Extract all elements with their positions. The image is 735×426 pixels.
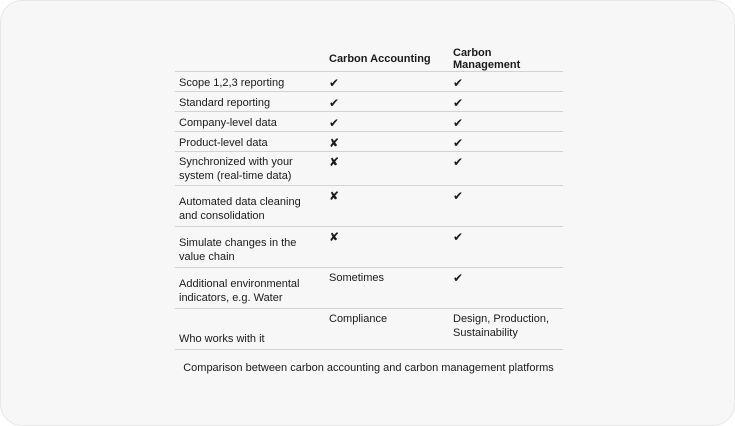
table-row [175,112,563,132]
management-cell: ✔ [449,132,563,152]
accounting-cell: Sometimes [325,268,449,309]
accounting-cell: ✘ [325,152,449,186]
accounting-cell: ✔ [325,92,449,112]
feature-cell: Additional environmental indicators, e.g. Water [175,268,325,309]
management-cell: ✔ [449,92,563,112]
header-feature [175,47,325,72]
comparison-table [175,47,563,350]
management-cell: ✔ [449,112,563,132]
accounting-cell: ✘ [325,227,449,268]
management-cell: ✔ [449,72,563,92]
feature-cell: Who works with it [175,309,325,350]
accounting-cell: ✘ [325,132,449,152]
table-row [175,186,563,227]
header-carbon-accounting: Carbon Accounting [325,47,449,72]
management-cell: ✔ [449,227,563,268]
table-row [175,92,563,112]
table-caption: Comparison between carbon accounting and carbon management platforms [183,362,554,374]
accounting-cell: ✔ [325,72,449,92]
feature-cell: Company-level data [175,112,325,132]
table-row [175,152,563,186]
management-cell: ✔ [449,186,563,227]
table-row [175,72,563,92]
table-row [175,132,563,152]
feature-cell: Synchronized with your system (real-time data) [175,152,325,186]
accounting-cell: ✔ [325,112,449,132]
management-cell: Design, Production, Sustainability [449,309,563,350]
feature-cell: Automated data cleaning and consolidation [175,186,325,227]
accounting-cell: Compliance [325,309,449,350]
feature-cell: Product-level data [175,132,325,152]
table-row [175,268,563,309]
management-cell: ✔ [449,268,563,309]
feature-cell: Standard reporting [175,92,325,112]
accounting-cell: ✘ [325,186,449,227]
table-row [175,227,563,268]
table-header-row [175,47,563,72]
feature-cell: Simulate changes in the value chain [175,227,325,268]
feature-cell: Scope 1,2,3 reporting [175,72,325,92]
header-carbon-management: Carbon Management [449,47,563,72]
management-cell: ✔ [449,152,563,186]
table-row [175,309,563,350]
